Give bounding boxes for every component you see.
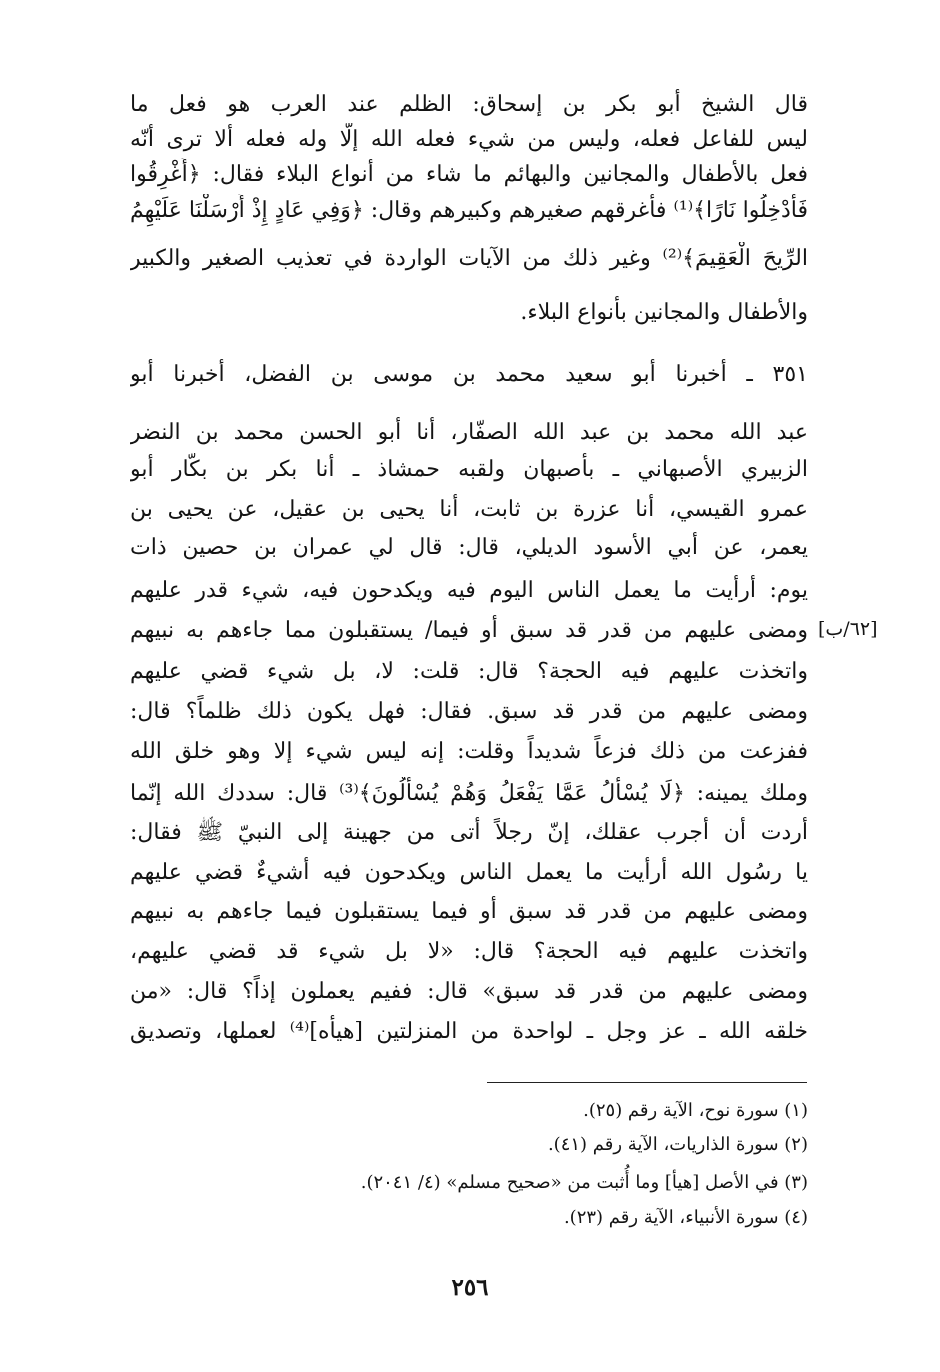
- text-line: واتخذت عليهم فيه الحجة؟ قال: قلت: لا، بل شيء قضي عليهم: [130, 659, 808, 684]
- footnote: (١) سورة نوح، الآية رقم (٢٥).: [583, 1100, 808, 1121]
- text-line: فعل بالأطفال والمجانين والبهائم ما شاء من أنواع البلاء فقال: ﴿أُغْرِقُوا: [130, 162, 808, 187]
- text-line: عبد الله محمد بن عبد الله الصفّار، أنا أبو الحسن محمد بن النضر: [130, 420, 808, 445]
- text-line: ففزعت من ذلك فزعاً شديداً وقلت: إنه ليس شيء إلا وهو خلق الله: [130, 739, 808, 764]
- text-line: عمرو القيسي، أنا عزرة بن ثابت، أنا يحيى بن عقيل، عن يحيى بن: [130, 497, 808, 522]
- text-line: الرِّيحَ الْعَقِيمَ﴾⁽²⁾ وغير ذلك من الآيات الواردة في تعذيب الصغير والكبير: [130, 246, 808, 271]
- page-number: ٢٥٦: [451, 1274, 489, 1301]
- text-line: يعمر، عن أبي الأسود الديلي، قال: قال لي عمران بن حصين ذات: [130, 535, 808, 560]
- text-line: قال الشيخ أبو بكر بن إسحاق: الظلم عند العرب هو فعل ما: [130, 92, 808, 117]
- text-line: ومضى عليهم من قدر قد سبق» قال: ففيم يعملون إذاً؟ قال: «من: [130, 979, 808, 1004]
- text-line: الزبيري الأصبهاني ـ بأصبهان ولقبه حمشاذ ـ أنا بكر بن بكّار أبو: [130, 457, 808, 482]
- text-line: واتخذت عليهم فيه الحجة؟ قال: «لا بل شيء قد قضي عليهم،: [130, 939, 808, 964]
- footnote: (٢) سورة الذاريات، الآية رقم (٤١).: [547, 1134, 808, 1155]
- text-line: يوم: أرأيت ما يعمل الناس اليوم فيه ويكدحون فيه، شيء قدر عليهم: [130, 578, 808, 603]
- text-line: وملك يمينه: ﴿لَا يُسْأَلُ عَمَّا يَفْعَلُ وَهُمْ يُسْأَلُونَ﴾⁽³⁾ قال: سددك الله إنّما: [130, 781, 808, 806]
- text-line: ومضى عليهم من قدر قد سبق. فقال: فهل يكون ذلك ظلماً؟ قال:: [130, 699, 808, 724]
- text-line: أردت أن أجرب عقلك، إنّ رجلاً أتى من جهينة إلى النبيّ ﷺ فقال:: [130, 820, 808, 845]
- text-line: فَأُدْخِلُوا نَارًا﴾⁽¹⁾ فأغرقهم صغيرهم وكبيرهم وقال: ﴿وَفِي عَادٍ إِذْ أَرْسَلْنَا عَلَيْهِمُ: [130, 198, 808, 223]
- text-line: يا رسُول الله أرأيت ما يعمل الناس ويكدحون فيه أشيءٌ قضي عليهم: [130, 860, 808, 885]
- text-line: ليس للفاعل فعله، وليس من شيء فعله الله إلّا وله فعله ألا ترى أنّه: [130, 127, 808, 152]
- text-line: ومضى عليهم من قدر قد سبق أو فيما/ يستقبلون مما جاءهم به نبيهم: [130, 618, 808, 643]
- text-line: ٣٥١ ـ أخبرنا أبو سعيد محمد بن موسى بن الفضل، أخبرنا أبو: [130, 362, 808, 387]
- footnote-separator: [487, 1082, 807, 1083]
- text-line: والأطفال والمجانين بأنواع البلاء.: [520, 300, 808, 325]
- text-line: خلقه الله ـ عز وجل ـ لواحدة من المنزلتين [هيأه]⁽⁴⁾ لعملها، وتصديق: [130, 1019, 808, 1044]
- manuscript-folio-marker: [٦٢/ب]: [818, 618, 878, 640]
- footnote: (٣) في الأصل [هيأ] وما أُثبت من «صحيح مسلم» (٤/ ٢٠٤١).: [360, 1172, 808, 1193]
- text-line: ومضى عليهم من قدر قد سبق أو فيما يستقبلون فيما جاءهم به نبيهم: [130, 899, 808, 924]
- footnote: (٤) سورة الأنبياء، الآية رقم (٢٣).: [563, 1207, 808, 1228]
